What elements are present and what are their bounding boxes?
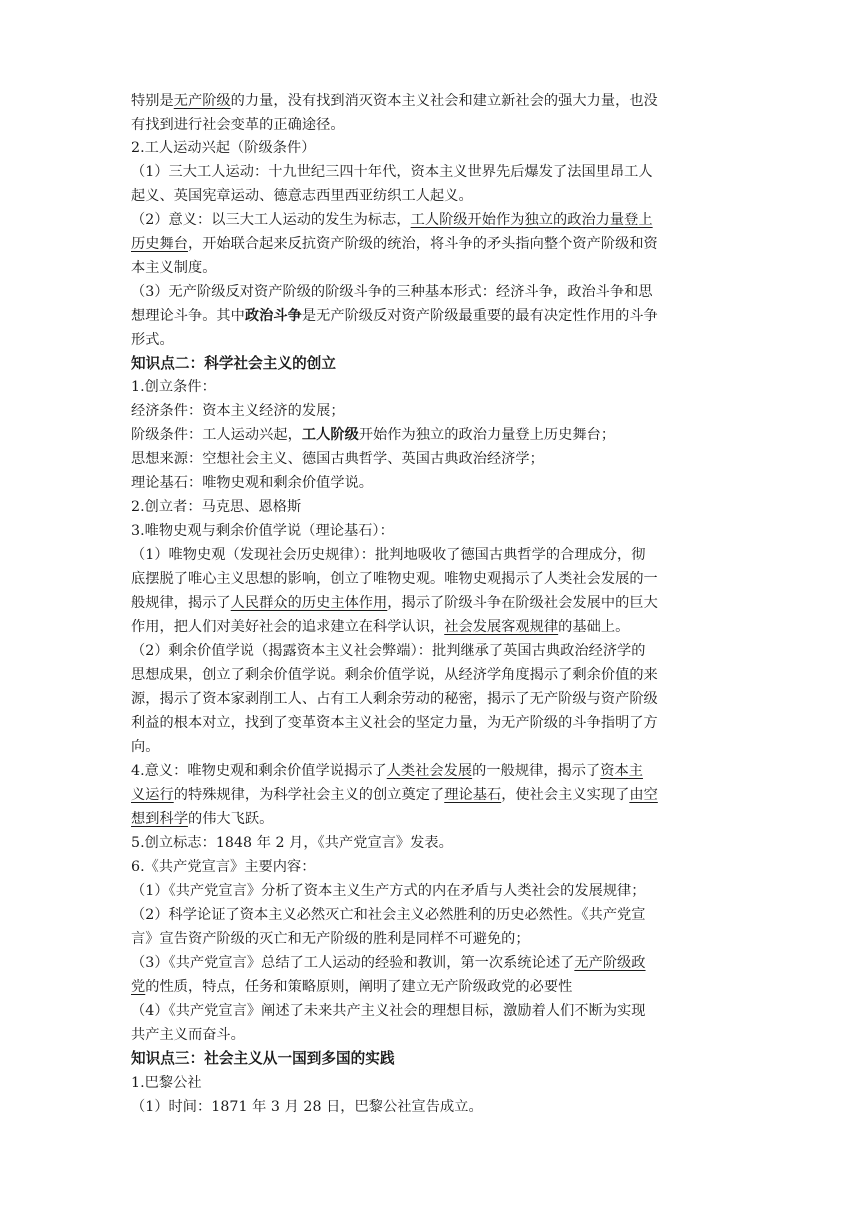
text-run: 底摆脱了唯心主义思想的影响，创立了唯物史观。唯物史观揭示了人类社会发展的一 — [131, 571, 658, 587]
underlined-text: 党 — [131, 979, 146, 995]
text-line — [131, 735, 159, 759]
text-line — [131, 975, 572, 999]
text-run: 2.创立者：马克思、恩格斯 — [131, 499, 302, 515]
text-line — [131, 495, 301, 519]
text-line — [131, 543, 646, 567]
text-line — [131, 423, 615, 447]
bold-text: 工人阶级 — [301, 427, 359, 443]
text-run: （3）《共产党宣言》总结了工人运动的经验和教训，第一次系统论述了 — [131, 955, 575, 971]
text-line — [131, 328, 174, 352]
text-run: 理论基石：唯物史观和剩余价值学说。 — [131, 475, 374, 491]
underlined-text: 无产阶级政 — [574, 955, 646, 971]
text-line — [131, 903, 646, 927]
underlined-text: 由空 — [629, 787, 658, 803]
text-run: ，开始联合起来反抗资产阶级的统治，将斗争的矛头指向整个资产阶级和资 — [187, 236, 658, 252]
text-line — [131, 855, 316, 879]
text-line — [131, 951, 646, 975]
text-run: 本主义制度。 — [131, 260, 217, 276]
text-run: 形式。 — [131, 332, 174, 348]
underlined-text: 想到科学 — [131, 811, 188, 827]
text-run: 特别是 — [131, 93, 174, 109]
text-line — [131, 927, 530, 951]
section-heading — [131, 352, 336, 376]
underlined-text: 无产阶级 — [173, 93, 231, 109]
text-run: 向。 — [131, 739, 160, 755]
text-run: （2）科学论证了资本主义必然灭亡和社会主义必然胜利的历史必然性。《共产党宣 — [131, 907, 646, 923]
text-run: ，使社会主义实现了 — [501, 787, 630, 803]
text-line — [131, 1023, 245, 1047]
text-line — [131, 1095, 483, 1119]
text-run: 的特殊规律，为科学社会主义的创立奠定了 — [173, 787, 445, 803]
text-run: 有找到进行社会变革的正确途径。 — [131, 117, 345, 133]
text-line — [131, 256, 216, 280]
text-line — [131, 687, 658, 711]
text-line — [131, 1071, 202, 1095]
text-line — [131, 399, 345, 423]
text-line — [131, 711, 658, 735]
text-run: （1）《共产党宣言》分析了资本主义生产方式的内在矛盾与人类社会的发展规律； — [131, 883, 646, 899]
section-heading — [131, 1047, 395, 1071]
text-line — [131, 519, 394, 543]
text-line — [131, 879, 646, 903]
text-run: 1.创立条件： — [131, 379, 216, 395]
text-run: 的一般规律，揭示了 — [472, 763, 601, 779]
text-run: （3）无产阶级反对资产阶级的阶级斗争的三种基本形式：经济斗争，政治斗争和思 — [131, 284, 653, 300]
text-run: 1.巴黎公社 — [131, 1075, 202, 1091]
text-run: 想理论斗争。其中 — [131, 308, 245, 324]
underlined-text: 人民群众的历史主体作用 — [230, 595, 388, 611]
text-line — [131, 304, 658, 328]
text-run: 起义、英国宪章运动、德意志西里西亚纺织工人起义。 — [131, 188, 473, 204]
text-run: 言》宣告资产阶级的灭亡和无产阶级的胜利是同样不可避免的； — [131, 931, 530, 947]
underlined-text: 社会发展客观规律 — [444, 619, 559, 635]
text-run: 的基础上。 — [558, 619, 630, 635]
text-line — [131, 447, 544, 471]
text-line — [131, 663, 658, 687]
text-run: 是无产阶级反对资产阶级最重要的最有决定性作用的斗争 — [301, 308, 658, 324]
underlined-text: 历史舞台 — [131, 236, 188, 252]
text-run: 5.创立标志：1848 年 2 月，《共产党宣言》发表。 — [131, 835, 453, 851]
text-run: 经济条件：资本主义经济的发展； — [131, 403, 345, 419]
text-line — [131, 807, 273, 831]
text-run: （1）三大工人运动：十九世纪三四十年代，资本主义世界先后爆发了法国里昂工人 — [131, 164, 653, 180]
underlined-text: 工人阶级开始作为独立的政治力量登上 — [410, 212, 653, 228]
text-run: 作用，把人们对美好社会的追求建立在科学认识， — [131, 619, 445, 635]
underlined-text: 理论基石 — [444, 787, 502, 803]
text-run: （4）《共产党宣言》阐述了未来共产主义社会的理想目标，激励着人们不断为实现 — [131, 1003, 646, 1019]
text-line — [131, 160, 653, 184]
text-run: 2.工人运动兴起（阶级条件） — [131, 140, 316, 156]
text-run: 般规律，揭示了 — [131, 595, 231, 611]
underlined-text: 资本主 — [600, 763, 643, 779]
text-run: ，揭示了阶级斗争在阶级社会发展中的巨大 — [387, 595, 658, 611]
text-run: 阶级条件：工人运动兴起， — [131, 427, 302, 443]
text-line — [131, 208, 653, 232]
text-run: （1）时间：1871 年 3 月 28 日，巴黎公社宣告成立。 — [131, 1099, 483, 1115]
text-run: 的性质，特点，任务和策略原则，阐明了建立无产阶级政党的必要性 — [145, 979, 573, 995]
text-line — [131, 759, 643, 783]
text-line — [131, 471, 373, 495]
underlined-text: 义运行 — [131, 787, 174, 803]
text-run: 6.《共产党宣言》主要内容： — [131, 859, 316, 875]
text-run: 开始作为独立的政治力量登上历史舞台； — [358, 427, 616, 443]
text-line — [131, 184, 473, 208]
text-run: 的力量，没有找到消灭资本主义社会和建立新社会的强大力量，也没 — [230, 93, 658, 109]
text-line — [131, 783, 658, 807]
text-run: 的伟大飞跃。 — [187, 811, 274, 827]
text-run: 4.意义：唯物史观和剩余价值学说揭示了 — [131, 763, 387, 779]
text-line — [131, 639, 646, 663]
text-run: （1）唯物史观（发现社会历史规律）：批判地吸收了德国古典哲学的合理成分，彻 — [131, 547, 646, 563]
text-run: 知识点二：科学社会主义的创立 — [131, 355, 337, 372]
text-line — [131, 280, 653, 304]
text-line — [131, 567, 658, 591]
text-line — [131, 615, 629, 639]
text-line — [131, 113, 345, 137]
text-line — [131, 999, 646, 1023]
text-run: 共产主义而奋斗。 — [131, 1027, 245, 1043]
text-run: 思想成果，创立了剩余价值学说。剩余价值学说，从经济学角度揭示了剩余价值的来 — [131, 667, 658, 683]
text-line — [131, 136, 316, 160]
text-run: 思想来源：空想社会主义、德国古典哲学、英国古典政治经济学； — [131, 451, 544, 467]
text-line — [131, 232, 658, 256]
text-run: 利益的根本对立，找到了变革资本主义社会的坚定力量，为无产阶级的斗争指明了方 — [131, 715, 658, 731]
text-line — [131, 89, 658, 113]
text-line — [131, 831, 453, 855]
text-run: 知识点三：社会主义从一国到多国的实践 — [131, 1050, 395, 1067]
text-line — [131, 591, 658, 615]
bold-text: 政治斗争 — [244, 308, 302, 324]
text-run: （2）意义：以三大工人运动的发生为标志， — [131, 212, 411, 228]
text-run: 源，揭示了资本家剥削工人、占有工人剩余劳动的秘密，揭示了无产阶级与资产阶级 — [131, 691, 658, 707]
text-line — [131, 375, 216, 399]
text-run: （2）剩余价值学说（揭露资本主义社会弊端）：批判继承了英国古典政治经济学的 — [131, 643, 646, 659]
text-run: 3.唯物史观与剩余价值学说（理论基石）： — [131, 523, 394, 539]
underlined-text: 人类社会发展 — [386, 763, 473, 779]
